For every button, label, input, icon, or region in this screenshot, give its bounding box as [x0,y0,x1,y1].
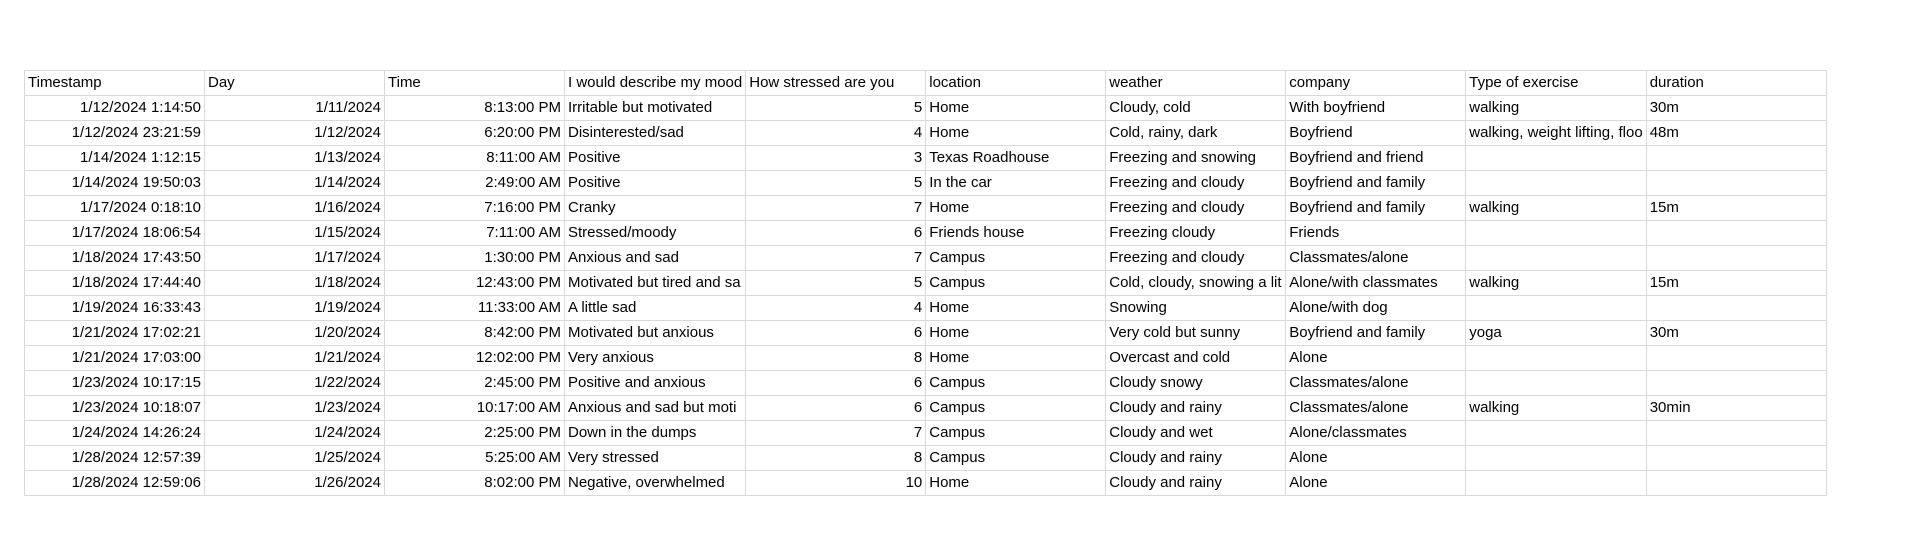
cell-duration[interactable] [1646,446,1826,471]
table-row [25,321,1827,346]
cell-duration[interactable]: 30m [1646,321,1826,346]
cell-timestamp[interactable]: 1/21/2024 17:03:00 [25,346,205,371]
cell-company[interactable]: Boyfriend [1286,121,1466,146]
cell-timestamp[interactable]: 1/23/2024 10:17:15 [25,371,205,396]
cell-mood[interactable]: Stressed/moody [565,221,746,246]
cell-day[interactable]: 1/22/2024 [205,371,385,396]
cell-mood[interactable]: Irritable but motivated [565,96,746,121]
table-row [25,96,1827,121]
cell-location[interactable]: Campus [926,421,1106,446]
cell-duration[interactable] [1646,471,1826,496]
column-header-mood[interactable]: I would describe my mood [565,71,746,96]
cell-exercise-type[interactable] [1466,171,1646,196]
cell-company[interactable]: Boyfriend and family [1286,321,1466,346]
column-header-company[interactable]: company [1286,71,1466,96]
cell-timestamp[interactable]: 1/14/2024 1:12:15 [25,146,205,171]
cell-duration[interactable]: 30min [1646,396,1826,421]
cell-duration[interactable] [1646,221,1826,246]
cell-time[interactable]: 12:02:00 PM [385,346,565,371]
cell-company[interactable]: Alone [1286,446,1466,471]
cell-timestamp[interactable]: 1/21/2024 17:02:21 [25,321,205,346]
cell-mood[interactable]: Positive and anxious [565,371,746,396]
cell-mood[interactable]: Very anxious [565,346,746,371]
column-header-weather[interactable]: weather [1106,71,1286,96]
cell-day[interactable]: 1/18/2024 [205,271,385,296]
spreadsheet-table [24,70,1827,496]
cell-timestamp[interactable]: 1/28/2024 12:57:39 [25,446,205,471]
cell-day[interactable]: 1/23/2024 [205,396,385,421]
cell-time[interactable]: 8:13:00 PM [385,96,565,121]
cell-location[interactable]: Home [926,96,1106,121]
table-row [25,171,1827,196]
cell-company[interactable]: Boyfriend and family [1286,196,1466,221]
table-row [25,246,1827,271]
cell-weather[interactable]: Freezing and cloudy [1106,171,1286,196]
cell-mood[interactable]: Negative, overwhelmed [565,471,746,496]
cell-company[interactable]: Classmates/alone [1286,371,1466,396]
table-row [25,396,1827,421]
cell-time[interactable]: 8:02:00 PM [385,471,565,496]
cell-location[interactable]: Home [926,121,1106,146]
cell-time[interactable]: 2:49:00 AM [385,171,565,196]
cell-weather[interactable]: Freezing and snowing [1106,146,1286,171]
cell-weather[interactable]: Freezing and cloudy [1106,246,1286,271]
cell-duration[interactable] [1646,296,1826,321]
cell-day[interactable]: 1/26/2024 [205,471,385,496]
cell-location[interactable]: Home [926,196,1106,221]
cell-weather[interactable]: Cloudy and rainy [1106,471,1286,496]
table-row [25,296,1827,321]
cell-company[interactable]: Friends [1286,221,1466,246]
cell-exercise-type[interactable] [1466,146,1646,171]
cell-mood[interactable]: Positive [565,146,746,171]
cell-time[interactable]: 12:43:00 PM [385,271,565,296]
cell-weather[interactable]: Cloudy and rainy [1106,396,1286,421]
cell-day[interactable]: 1/25/2024 [205,446,385,471]
cell-exercise-type[interactable] [1466,346,1646,371]
cell-duration[interactable]: 15m [1646,271,1826,296]
cell-company[interactable]: Boyfriend and family [1286,171,1466,196]
column-header-duration[interactable]: duration [1646,71,1826,96]
cell-weather[interactable]: Cloudy and rainy [1106,446,1286,471]
cell-company[interactable]: Classmates/alone [1286,396,1466,421]
cell-exercise-type[interactable] [1466,421,1646,446]
cell-stress[interactable]: 5 [746,271,926,296]
column-header-timestamp[interactable]: Timestamp [25,71,205,96]
cell-exercise-type[interactable] [1466,246,1646,271]
table-row [25,471,1827,496]
cell-location[interactable]: Home [926,346,1106,371]
cell-timestamp[interactable]: 1/12/2024 23:21:59 [25,121,205,146]
cell-duration[interactable]: 15m [1646,196,1826,221]
cell-duration[interactable] [1646,246,1826,271]
cell-timestamp[interactable]: 1/17/2024 18:06:54 [25,221,205,246]
cell-day[interactable]: 1/16/2024 [205,196,385,221]
cell-company[interactable]: Classmates/alone [1286,246,1466,271]
cell-time[interactable]: 5:25:00 AM [385,446,565,471]
cell-location[interactable]: In the car [926,171,1106,196]
cell-exercise-type[interactable]: walking [1466,271,1646,296]
table-row [25,371,1827,396]
cell-location[interactable]: Campus [926,371,1106,396]
cell-duration[interactable] [1646,371,1826,396]
table-row [25,446,1827,471]
cell-mood[interactable]: Positive [565,171,746,196]
cell-mood[interactable]: A little sad [565,296,746,321]
cell-stress[interactable]: 4 [746,121,926,146]
column-header-location[interactable]: location [926,71,1106,96]
cell-day[interactable]: 1/12/2024 [205,121,385,146]
cell-day[interactable]: 1/13/2024 [205,146,385,171]
cell-exercise-type[interactable] [1466,471,1646,496]
cell-timestamp[interactable]: 1/24/2024 14:26:24 [25,421,205,446]
cell-exercise-type[interactable]: walking, weight lifting, floo [1466,121,1646,146]
cell-time[interactable]: 8:42:00 PM [385,321,565,346]
cell-location[interactable]: Friends house [926,221,1106,246]
cell-exercise-type[interactable] [1466,371,1646,396]
cell-location[interactable]: Campus [926,271,1106,296]
cell-stress[interactable]: 7 [746,196,926,221]
cell-time[interactable]: 6:20:00 PM [385,121,565,146]
column-header-stress[interactable]: How stressed are you [746,71,926,96]
cell-exercise-type[interactable]: walking [1466,96,1646,121]
cell-stress[interactable]: 6 [746,221,926,246]
cell-weather[interactable]: Very cold but sunny [1106,321,1286,346]
cell-company[interactable]: Alone/with classmates [1286,271,1466,296]
cell-mood[interactable]: Anxious and sad [565,246,746,271]
cell-duration[interactable] [1646,146,1826,171]
column-header-day[interactable]: Day [205,71,385,96]
cell-stress[interactable]: 5 [746,96,926,121]
cell-mood[interactable]: Very stressed [565,446,746,471]
cell-timestamp[interactable]: 1/28/2024 12:59:06 [25,471,205,496]
header-row [25,71,1827,96]
cell-location[interactable]: Campus [926,396,1106,421]
cell-weather[interactable]: Cold, cloudy, snowing a lit [1106,271,1286,296]
cell-location[interactable]: Campus [926,446,1106,471]
cell-duration[interactable] [1646,421,1826,446]
cell-exercise-type[interactable] [1466,446,1646,471]
cell-mood[interactable]: Cranky [565,196,746,221]
cell-mood[interactable]: Disinterested/sad [565,121,746,146]
cell-day[interactable]: 1/17/2024 [205,246,385,271]
table-row [25,146,1827,171]
cell-company[interactable]: Boyfriend and friend [1286,146,1466,171]
cell-stress[interactable]: 6 [746,321,926,346]
cell-location[interactable]: Home [926,471,1106,496]
cell-day[interactable]: 1/21/2024 [205,346,385,371]
cell-company[interactable]: Alone [1286,471,1466,496]
cell-stress[interactable]: 4 [746,296,926,321]
cell-company[interactable]: Alone [1286,346,1466,371]
column-header-time[interactable]: Time [385,71,565,96]
cell-weather[interactable]: Cloudy and wet [1106,421,1286,446]
cell-duration[interactable] [1646,346,1826,371]
cell-exercise-type[interactable]: walking [1466,196,1646,221]
cell-stress[interactable]: 3 [746,146,926,171]
cell-time[interactable]: 7:11:00 AM [385,221,565,246]
cell-time[interactable]: 7:16:00 PM [385,196,565,221]
cell-time[interactable]: 10:17:00 AM [385,396,565,421]
cell-exercise-type[interactable]: walking [1466,396,1646,421]
cell-duration[interactable]: 48m [1646,121,1826,146]
cell-timestamp[interactable]: 1/12/2024 1:14:50 [25,96,205,121]
cell-weather[interactable]: Cloudy snowy [1106,371,1286,396]
cell-mood[interactable]: Anxious and sad but moti [565,396,746,421]
cell-weather[interactable]: Freezing cloudy [1106,221,1286,246]
cell-stress[interactable]: 8 [746,346,926,371]
cell-time[interactable]: 1:30:00 PM [385,246,565,271]
cell-stress[interactable]: 5 [746,171,926,196]
cell-weather[interactable]: Cold, rainy, dark [1106,121,1286,146]
cell-timestamp[interactable]: 1/17/2024 0:18:10 [25,196,205,221]
cell-mood[interactable]: Motivated but tired and sa [565,271,746,296]
cell-exercise-type[interactable]: yoga [1466,321,1646,346]
cell-duration[interactable] [1646,171,1826,196]
cell-day[interactable]: 1/20/2024 [205,321,385,346]
cell-time[interactable]: 2:45:00 PM [385,371,565,396]
cell-day[interactable]: 1/15/2024 [205,221,385,246]
cell-company[interactable]: Alone/classmates [1286,421,1466,446]
cell-timestamp[interactable]: 1/18/2024 17:44:40 [25,271,205,296]
cell-time[interactable]: 11:33:00 AM [385,296,565,321]
cell-weather[interactable]: Freezing and cloudy [1106,196,1286,221]
table-row [25,346,1827,371]
cell-company[interactable]: Alone/with dog [1286,296,1466,321]
column-header-exercise-type[interactable]: Type of exercise [1466,71,1646,96]
table-body [25,96,1827,496]
cell-duration[interactable]: 30m [1646,96,1826,121]
cell-mood[interactable]: Down in the dumps [565,421,746,446]
cell-timestamp[interactable]: 1/14/2024 19:50:03 [25,171,205,196]
cell-exercise-type[interactable] [1466,221,1646,246]
table-row [25,221,1827,246]
cell-stress[interactable]: 7 [746,421,926,446]
cell-timestamp[interactable]: 1/19/2024 16:33:43 [25,296,205,321]
cell-day[interactable]: 1/14/2024 [205,171,385,196]
table-row [25,196,1827,221]
cell-stress[interactable]: 7 [746,246,926,271]
cell-day[interactable]: 1/19/2024 [205,296,385,321]
table-row [25,421,1827,446]
cell-exercise-type[interactable] [1466,296,1646,321]
cell-time[interactable]: 8:11:00 AM [385,146,565,171]
table-row [25,271,1827,296]
cell-weather[interactable]: Snowing [1106,296,1286,321]
table-row [25,121,1827,146]
cell-weather[interactable]: Cloudy, cold [1106,96,1286,121]
cell-stress[interactable]: 6 [746,396,926,421]
header-row-group [25,71,1827,96]
cell-day[interactable]: 1/24/2024 [205,421,385,446]
cell-timestamp[interactable]: 1/18/2024 17:43:50 [25,246,205,271]
cell-mood[interactable]: Motivated but anxious [565,321,746,346]
cell-day[interactable]: 1/11/2024 [205,96,385,121]
cell-stress[interactable]: 8 [746,446,926,471]
cell-location[interactable]: Texas Roadhouse [926,146,1106,171]
cell-weather[interactable]: Overcast and cold [1106,346,1286,371]
cell-timestamp[interactable]: 1/23/2024 10:18:07 [25,396,205,421]
cell-location[interactable]: Home [926,296,1106,321]
cell-time[interactable]: 2:25:00 PM [385,421,565,446]
cell-stress[interactable]: 10 [746,471,926,496]
cell-location[interactable]: Campus [926,246,1106,271]
cell-stress[interactable]: 6 [746,371,926,396]
cell-company[interactable]: With boyfriend [1286,96,1466,121]
cell-location[interactable]: Home [926,321,1106,346]
